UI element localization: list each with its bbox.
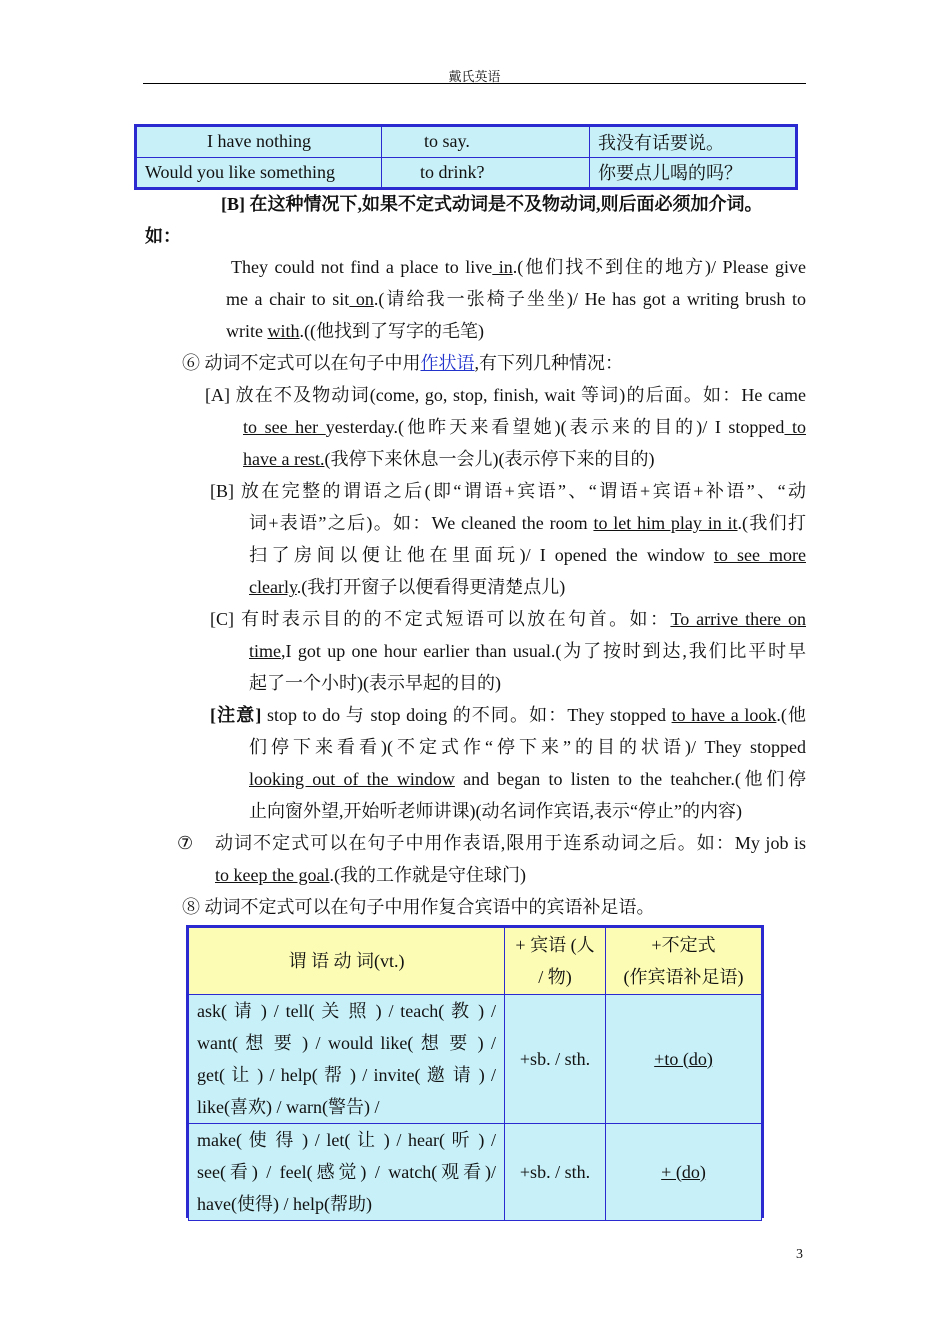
item-8-heading: ⑧ 动词不定式可以在句子中用作复合宾语中的宾语补足语。 xyxy=(182,897,655,917)
item-7-number: ⑦ xyxy=(177,833,194,853)
table-cell: I have nothing xyxy=(137,127,382,158)
example-table xyxy=(134,124,798,190)
item-6-a-line-2: to see her yesterday.(他昨天来看望她)(表示来的目的)/ I stopped to xyxy=(243,417,806,437)
item-6-note-line-1: [注意] stop to do 与 stop doing 的不同。如：They stopped to have a look.(他 xyxy=(210,705,806,725)
header-object: + 宾语 (人 / 物) xyxy=(505,928,606,995)
section-b-line-1: They could not find a place to live in.(他们找不到住的地方)/ Please give xyxy=(231,257,806,277)
item-6-b-line-1: [B] 放在完整的谓语之后(即“谓语+宾语”、“谓语+宾语+补语”、“动 xyxy=(210,481,806,501)
table-cell: 我没有话要说。 xyxy=(590,127,796,158)
table-cell: 你要点儿喝的吗？ xyxy=(590,157,796,188)
item-6-a-line-1: [A] 放在不及物动词(come, go, stop, finish, wait 等词)的后面。如：He came xyxy=(205,385,806,405)
item-6-b-line-3: 扫了房间以便让他在里面玩)/ I opened the window to see more xyxy=(249,545,806,565)
object-cell: +sb. / sth. xyxy=(505,995,606,1124)
page-number: 3 xyxy=(796,1247,803,1262)
verbs-cell: ask( 请 ) / tell( 关 照 ) / teach( 教 ) / want( 想 要 ) / would like( 想 要 ) / get( 让 ) / help( 帮 ) / invite( 邀 请 ) / like(喜欢) / warn(警告) / xyxy=(189,995,505,1124)
item-6-b-line-4: clearly.(我打开窗子以便看得更清楚点儿) xyxy=(249,577,566,597)
item-6-c-line-1: [C] 有时表示目的的不定式短语可以放在句首。如：To arrive there on xyxy=(210,609,806,629)
table-row xyxy=(137,127,796,158)
item-6-heading: ⑥ 动词不定式可以在句子中用作状语,有下列几种情况： xyxy=(182,353,623,373)
item-6-a-line-3: have a rest.(我停下来休息一会儿)(表示停下来的目的) xyxy=(243,449,655,469)
header-rule xyxy=(143,83,806,84)
section-b-line-3: write with.((他找到了写字的毛笔) xyxy=(226,321,484,341)
section-b-title-cont: 如： xyxy=(145,226,181,246)
infinitive-cell: +to (do) xyxy=(606,995,762,1124)
item-6-note-line-4: 止向窗外望,开始听老师讲课)(动名词作宾语,表示“停止”的内容) xyxy=(249,801,742,821)
header-verb: 谓 语 动 词(vt.) xyxy=(189,928,505,995)
table-cell: Would you like something xyxy=(137,157,382,188)
verb-table xyxy=(186,925,764,1218)
item-6-b-line-2: 词+表语”之后)。如：We cleaned the room to let him play in it.(我们打 xyxy=(249,513,806,533)
item-6-note-line-3: looking out of the window and began to listen to the teahcher.(他们停 xyxy=(249,769,806,789)
table-row xyxy=(137,157,796,188)
item-6-note-line-2: 们停下来看看)(不定式作“停下来”的目的状语)/ They stopped xyxy=(249,737,806,757)
item-6-c-line-3: 起了一个小时)(表示早起的目的) xyxy=(249,673,501,693)
section-b-title: [B] 在这种情况下,如果不定式动词是不及物动词,则后面必须加介词。 xyxy=(221,194,763,214)
table-cell: to drink? xyxy=(382,157,590,188)
header-title: 戴氏英语 xyxy=(448,69,501,84)
object-cell: +sb. / sth. xyxy=(505,1124,606,1221)
header-infinitive: +不定式 (作宾语补足语) xyxy=(606,928,762,995)
table-row xyxy=(189,1124,762,1221)
item-7-line-2: to keep the goal.(我的工作就是守住球门) xyxy=(215,865,526,885)
infinitive-cell: + (do) xyxy=(606,1124,762,1221)
table-row xyxy=(189,995,762,1124)
verbs-cell: make( 使 得 ) / let( 让 ) / hear( 听 ) / see(看) / feel(感觉) / watch(观看)/ have(使得) / help(帮助) xyxy=(189,1124,505,1221)
table-header-row xyxy=(189,928,762,995)
item-7-line-1: 动词不定式可以在句子中用作表语,限用于连系动词之后。如：My job is xyxy=(215,833,806,853)
section-b-line-2: me a chair to sit on.(请给我一张椅子坐坐)/ He has got a writing brush to xyxy=(226,289,806,309)
adverbial-link[interactable]: 作状语 xyxy=(420,353,475,373)
item-6-c-line-2: time,I got up one hour earlier than usual.(为了按时到达,我们比平时早 xyxy=(249,641,806,661)
table-cell: to say. xyxy=(382,127,590,158)
